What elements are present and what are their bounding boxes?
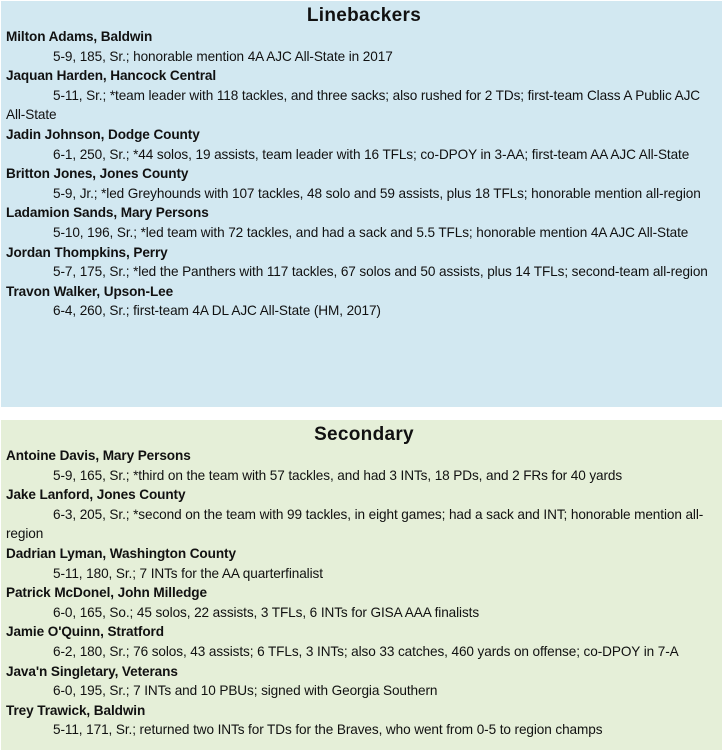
player-name: Java'n Singletary, Veterans	[6, 663, 178, 679]
player-entry	[6, 282, 722, 321]
player-entry	[6, 485, 722, 544]
player-description: 6-3, 205, Sr.; *second on the team with 99 tackles, in eight games; had a sack and INT; honorable mention all-region	[6, 506, 704, 542]
player-name: Ladamion Sands, Mary Persons	[6, 205, 209, 221]
player-entry	[6, 27, 722, 66]
player-description: 6-0, 195, Sr.; 7 INTs and 10 PBUs; signed with Georgia Southern	[53, 683, 438, 699]
player-description: 5-9, 165, Sr.; *third on the team with 57 tackles, and had 3 INTs, 18 PDs, and 2 FRs for 40 yards	[53, 467, 623, 483]
player-description: 6-4, 260, Sr.; first-team 4A DL AJC All-State (HM, 2017)	[53, 303, 381, 319]
player-name: Antoine Davis, Mary Persons	[6, 448, 191, 463]
player-entry	[6, 243, 722, 282]
player-entry	[6, 446, 722, 485]
player-entry	[6, 622, 722, 661]
player-entry	[6, 164, 722, 203]
section-title: Secondary	[314, 424, 414, 445]
player-description: 5-11, 171, Sr.; returned two INTs for TDs for the Braves, who went from 0-5 to region champs	[53, 722, 603, 738]
player-description: 5-9, Jr.; *led Greyhounds with 107 tackles, 48 solo and 59 assists, plus 18 TFLs; honorable mention all-region	[53, 185, 701, 201]
player-description: 5-7, 175, Sr.; *led the Panthers with 117 tackles, 67 solos and 50 assists, plus 14 TFLs; second-team all-region	[53, 264, 708, 280]
player-description: 5-9, 185, Sr.; honorable mention 4A AJC All-State in 2017	[53, 48, 393, 64]
player-name: Britton Jones, Jones County	[6, 166, 189, 182]
player-name: Jadin Johnson, Dodge County	[6, 126, 200, 142]
linebackers-section	[1, 1, 722, 407]
player-entry	[6, 701, 722, 740]
player-name: Patrick McDonel, John Milledge	[6, 585, 207, 601]
section-title: Linebackers	[306, 5, 422, 26]
player-entry	[6, 66, 722, 125]
player-name: Trey Trawick, Baldwin	[6, 702, 146, 718]
player-entry	[6, 125, 722, 164]
player-name: Travon Walker, Upson-Lee	[6, 283, 174, 299]
player-description: 6-2, 180, Sr.; 76 solos, 43 assists; 6 TFLs, 3 INTs; also 33 catches, 460 yards on offense; co-DPOY in 7-A	[53, 643, 679, 659]
player-name: Jaquan Harden, Hancock Central	[6, 68, 217, 84]
player-description: 5-11, 180, Sr.; 7 INTs for the AA quarterfinalist	[53, 565, 323, 581]
player-name: Jamie O'Quinn, Stratford	[6, 624, 164, 640]
player-description: 6-0, 165, So.; 45 solos, 22 assists, 3 TFLs, 6 INTs for GISA AAA finalists	[53, 604, 480, 620]
player-name: Jordan Thompkins, Perry	[6, 244, 168, 260]
player-description: 5-10, 196, Sr.; *led team with 72 tackles, and had a sack and 5.5 TFLs; honorable mention 4A AJC All-State	[53, 224, 689, 240]
player-entry	[6, 662, 722, 701]
player-name: Milton Adams, Baldwin	[6, 29, 153, 44]
player-entry	[6, 583, 722, 622]
player-description: 5-11, Sr.; *team leader with 118 tackles, and three sacks; also rushed for 2 TDs; first-team Class A Public AJC All-State	[6, 87, 700, 123]
player-description: 6-1, 250, Sr.; *44 solos, 19 assists, team leader with 16 TFLs; co-DPOY in 3-AA; first-team AA AJC All-State	[53, 146, 690, 162]
player-entry	[6, 544, 722, 583]
player-name: Dadrian Lyman, Washington County	[6, 545, 236, 561]
player-name: Jake Lanford, Jones County	[6, 487, 186, 503]
secondary-section	[1, 420, 722, 750]
player-entry	[6, 203, 722, 242]
